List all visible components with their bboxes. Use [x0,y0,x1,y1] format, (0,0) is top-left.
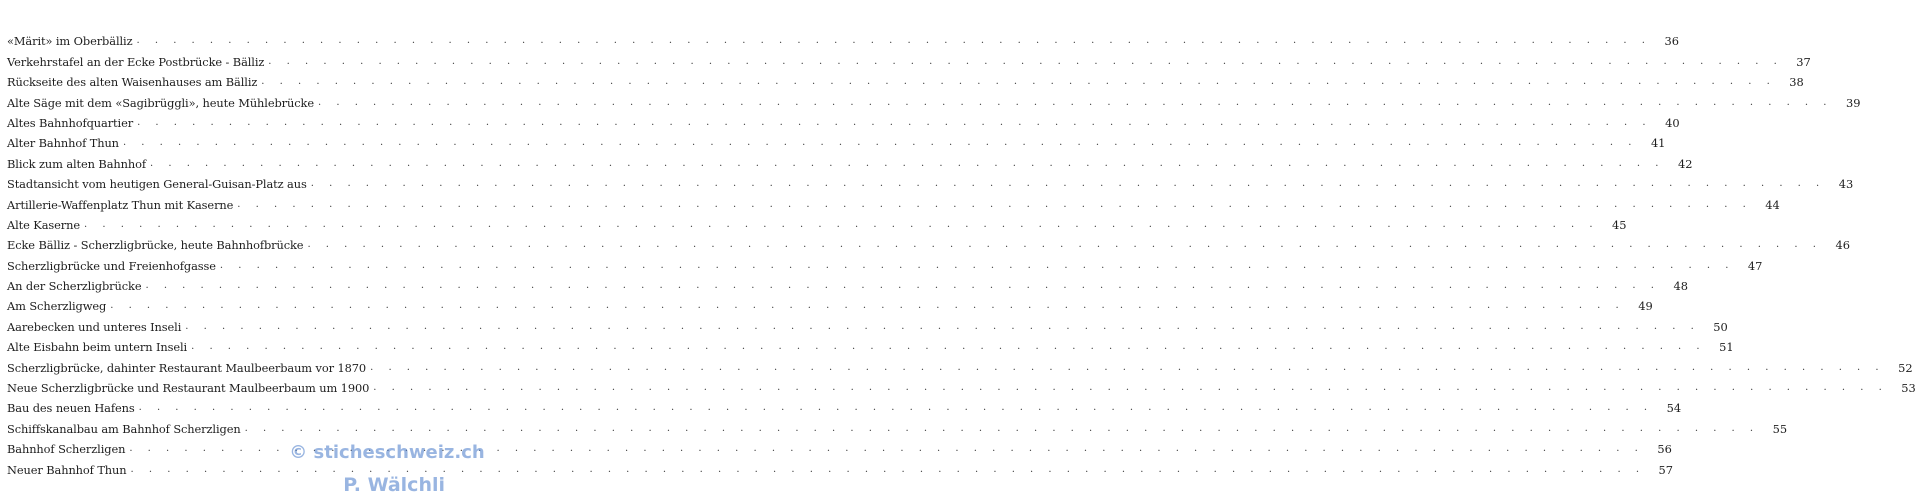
toc-entry [7,251,1763,273]
toc-entry-page-number: 50 [1713,319,1728,334]
toc-entry [7,68,1804,90]
toc-entry-page-number: 44 [1765,197,1780,212]
toc-dot-leader [245,423,1760,435]
toc-entry-page-number: 54 [1666,401,1682,416]
toc-entry-title: Blick zum alten Bahnhof [7,156,146,171]
toc-entry-page-number: 57 [1658,462,1674,477]
toc-entry-page-number: 49 [1638,299,1653,314]
toc-entry-title: Verkehrstafel an der Ecke Postbrücke - Bälliz [7,54,265,69]
toc-entry-title: Rückseite des alten Waisenhauses am Bälliz [7,75,258,90]
toc-entry-title: Artillerie-Waffenplatz Thun mit Kaserne [7,197,234,212]
toc-dot-leader [110,300,1625,312]
toc-dot-leader [220,260,1735,272]
toc-dot-leader [185,321,1700,333]
toc-entry-page-number: 43 [1838,177,1854,192]
toc-entry-page-number: 40 [1665,115,1680,130]
toc-entry-title: Scherzligbrücke, dahinter Restaurant Maulbeerbaum vor 1870 [7,360,367,375]
toc-entry-page-number: 37 [1796,54,1811,69]
toc-entry-title: Alte Säge mit dem «Sagibrüggli», heute Mühlebrücke [7,95,314,110]
toc-entry-title: Scherzligbrücke und Freienhofgasse [7,258,216,273]
watermark-author: P. Wälchli [343,474,445,496]
toc-entry-title: «Märit» im Oberbälliz [7,34,133,49]
toc-entry [7,231,1850,253]
toc-entry-title: Bahnhof Scherzligen [7,442,126,457]
toc-entry-title: Neue Scherzligbrücke und Restaurant Maulbeerbaum um 1900 [7,381,370,396]
toc-dot-leader [136,35,1651,47]
toc-entry-page-number: 46 [1835,238,1850,253]
toc-entry [7,190,1780,212]
toc-entry-title: Aarebecken und unteres Inseli [7,319,182,334]
toc-entry-title: Alter Bahnhof Thun [7,136,119,151]
toc-entry [7,149,1693,171]
toc-entry-page-number: 47 [1747,258,1763,273]
toc-entry [7,211,1627,232]
toc-entry-page-number: 41 [1650,136,1666,151]
toc-entry [7,394,1682,416]
toc-dot-leader [237,199,1752,211]
toc-entry-title: Bau des neuen Hafens [7,401,135,416]
toc-entry [7,292,1653,314]
toc-entry [7,312,1728,334]
toc-entry-page-number: 56 [1657,442,1672,457]
toc-dot-leader [123,137,1638,149]
watermark-copyright: © sticheschweiz.ch [289,442,485,463]
toc-dot-leader [261,76,1776,88]
toc-entry-page-number: 39 [1845,95,1861,110]
toc-entry-page-number: 48 [1673,279,1688,294]
table-of-contents [7,27,1916,477]
toc-entry-page-number: 45 [1612,217,1627,232]
toc-dot-leader [307,239,1822,251]
toc-entry-title: Alte Eisbahn beim untern Inseli [7,340,188,355]
toc-entry-title: Schiffskanalbau am Bahnhof Scherzligen [7,421,241,436]
toc-entry [7,170,1854,192]
toc-dot-leader [150,158,1665,170]
toc-entry-title: Alte Kaserne [7,217,81,232]
toc-entry-title: Ecke Bälliz - Scherzligbrücke, heute Bahnhofbrücke [7,238,304,253]
toc-entry-page-number: 52 [1898,360,1913,375]
toc-dot-leader [318,97,1833,109]
toc-entry [7,129,1666,151]
toc-entry [7,414,1788,436]
toc-entry [7,109,1680,130]
toc-entry-page-number: 55 [1772,421,1788,436]
toc-entry [7,374,1916,396]
toc-entry [7,27,1679,49]
toc-entry-page-number: 38 [1789,75,1804,90]
toc-entry-page-number: 51 [1719,340,1734,355]
toc-entry [7,333,1734,355]
toc-dot-leader [84,219,1599,231]
toc-entry-title: Altes Bahnhofquartier [7,115,134,130]
toc-entry-page-number: 53 [1901,381,1916,396]
toc-entry [7,88,1861,110]
toc-entry [7,353,1913,375]
toc-dot-leader [145,280,1660,292]
toc-entry [7,272,1688,294]
toc-dot-leader [139,402,1654,414]
toc-entry-page-number: 42 [1677,156,1693,171]
toc-dot-leader [191,341,1706,353]
toc-entry-title: Am Scherzligweg [7,299,107,314]
toc-entry [7,47,1811,69]
toc-entry-title: An der Scherzligbrücke [7,279,142,294]
toc-dot-leader [373,382,1888,394]
toc-entry-title: Stadtansicht vom heutigen General-Guisan-Platz aus [7,177,307,192]
toc-dot-leader [370,362,1885,374]
toc-dot-leader [137,117,1652,129]
toc-dot-leader [268,56,1783,68]
toc-entry-page-number: 36 [1664,34,1679,49]
toc-entry-title: Neuer Bahnhof Thun [7,462,127,477]
toc-dot-leader [311,178,1826,190]
